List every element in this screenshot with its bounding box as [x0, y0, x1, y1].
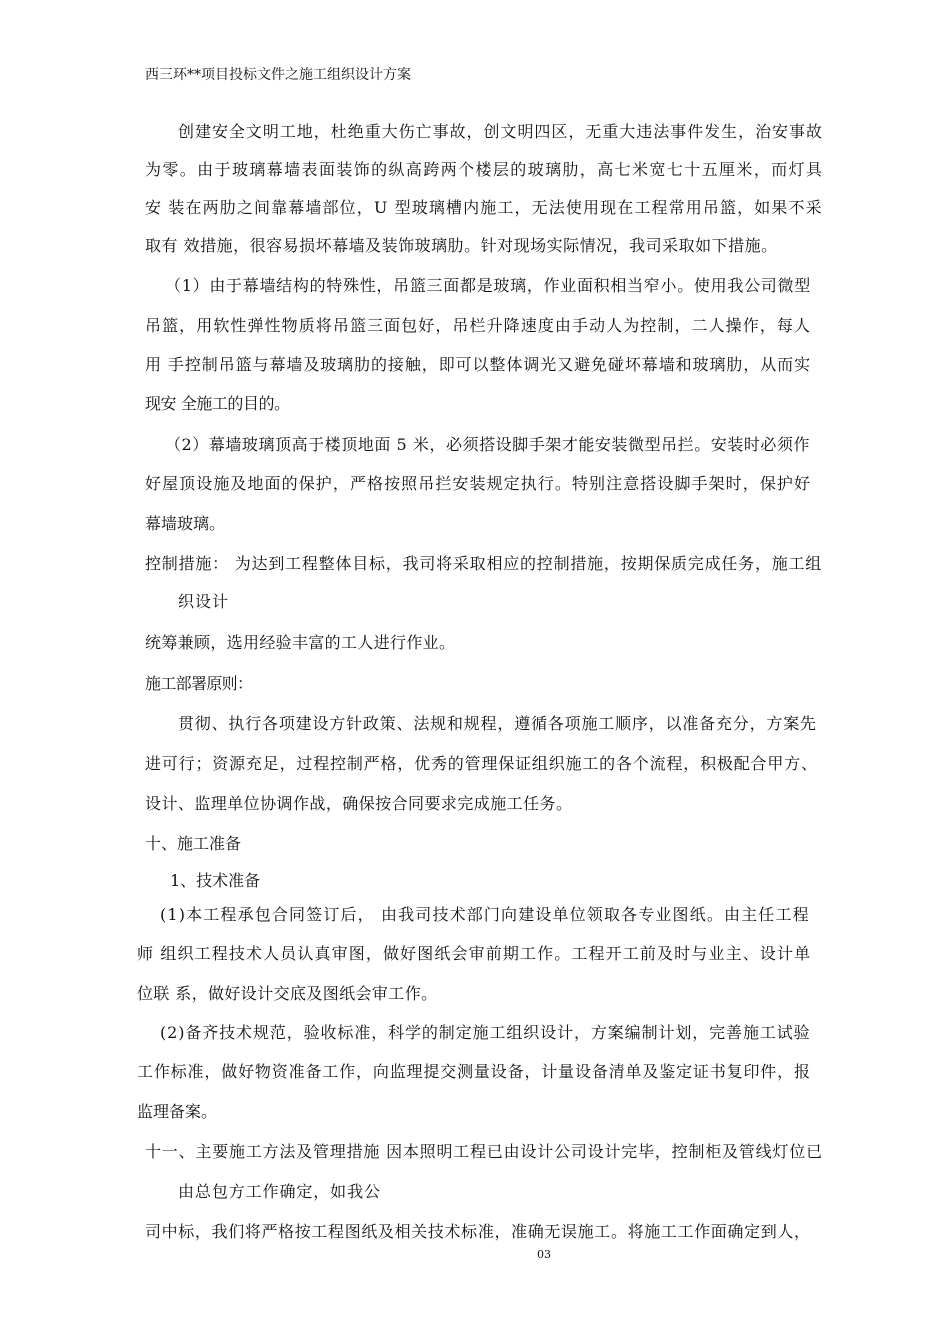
section-heading: 十一、主要施工方法及管理措施 因本照明工程已由设计公司设计完毕，控制柜及管线灯位已	[145, 1142, 823, 1161]
body-line: 监理备案。	[137, 1102, 218, 1121]
body-line: 创建安全文明工地，杜绝重大伤亡事故，创文明四区，无重大违法事件发生，治安事故	[178, 122, 823, 141]
section-heading: 十、施工准备	[145, 834, 242, 853]
body-line: 用 手控制吊篮与幕墙及玻璃肋的接触，即可以整体调光又避免碰坏幕墙和玻璃肋，从而实	[145, 355, 812, 374]
body-line: 贯彻、执行各项建设方针政策、法规和规程，遵循各项施工顺序，以准备充分，方案先	[178, 714, 817, 733]
body-line: 控制措施： 为达到工程整体目标，我司将采取相应的控制措施，按期保质完成任务，施工组	[145, 554, 823, 573]
body-line: 进可行；资源充足，过程控制严格，优秀的管理保证组织施工的各个流程，积极配合甲方、	[145, 754, 818, 773]
body-line: 由总包方工作确定，如我公	[178, 1182, 381, 1201]
page-number: 03	[537, 1248, 551, 1261]
body-line: (2)备齐技术规范，验收标准，科学的制定施工组织设计，方案编制计划，完善施工试验	[160, 1023, 811, 1042]
body-line: 设计、监理单位协调作战，确保按合同要求完成施工任务。	[145, 794, 573, 813]
body-line: 统筹兼顾，选用经验丰富的工人进行作业。	[145, 633, 456, 652]
body-line: 位联 系，做好设计交底及图纸会审工作。	[137, 984, 438, 1003]
document-header: 西三环**项目投标文件之施工组织设计方案	[145, 67, 411, 83]
section-label: 施工部署原则：	[145, 674, 253, 693]
body-line: 吊篮，用软性弹性物质将吊篮三面包好，吊栏升降速度由手动人为控制，二人操作，每人	[145, 316, 812, 335]
body-line: 取有 效措施，很容易损坏幕墙及装饰玻璃肋。针对现场实际情况，我司采取如下措施。	[145, 236, 778, 255]
body-line: 为零。由于玻璃幕墙表面装饰的纵高跨两个楼层的玻璃肋，高七米宽七十五厘米，而灯具	[145, 160, 824, 179]
body-line: 织设计	[178, 592, 230, 611]
body-line: 安 装在两肋之间靠幕墙部位，U 型玻璃槽内施工，无法使用现在工程常用吊篮，如果不采	[145, 198, 823, 217]
body-line: 好屋顶设施及地面的保护，严格按照吊拦安装规定执行。特别注意搭设脚手架时，保护好	[145, 474, 812, 493]
body-line: （1）由于幕墙结构的特殊性，吊篮三面都是玻璃，作业面积相当窄小。使用我公司微型	[165, 276, 811, 295]
body-line: 师 组织工程技术人员认真审图，做好图纸会审前期工作。工程开工前及时与业主、设计单	[137, 944, 812, 963]
body-line: （2）幕墙玻璃顶高于楼顶地面 5 米，必须搭设脚手架才能安装微型吊拦。安装时必须作	[165, 435, 811, 454]
body-line: 现安 全施工的目的。	[145, 394, 290, 413]
body-line: 工作标准，做好物资准备工作，向监理提交测量设备，计量设备清单及鉴定证书复印件，报	[137, 1062, 811, 1081]
body-line: (1)本工程承包合同签订后， 由我司技术部门向建设单位领取各专业图纸。由主任工程	[160, 905, 810, 924]
body-line: 幕墙玻璃。	[145, 514, 226, 533]
body-line: 司中标，我们将严格按工程图纸及相关技术标准，准确无误施工。将施工工作面确定到人，	[145, 1222, 811, 1241]
subsection-heading: 1、技术准备	[170, 871, 261, 890]
